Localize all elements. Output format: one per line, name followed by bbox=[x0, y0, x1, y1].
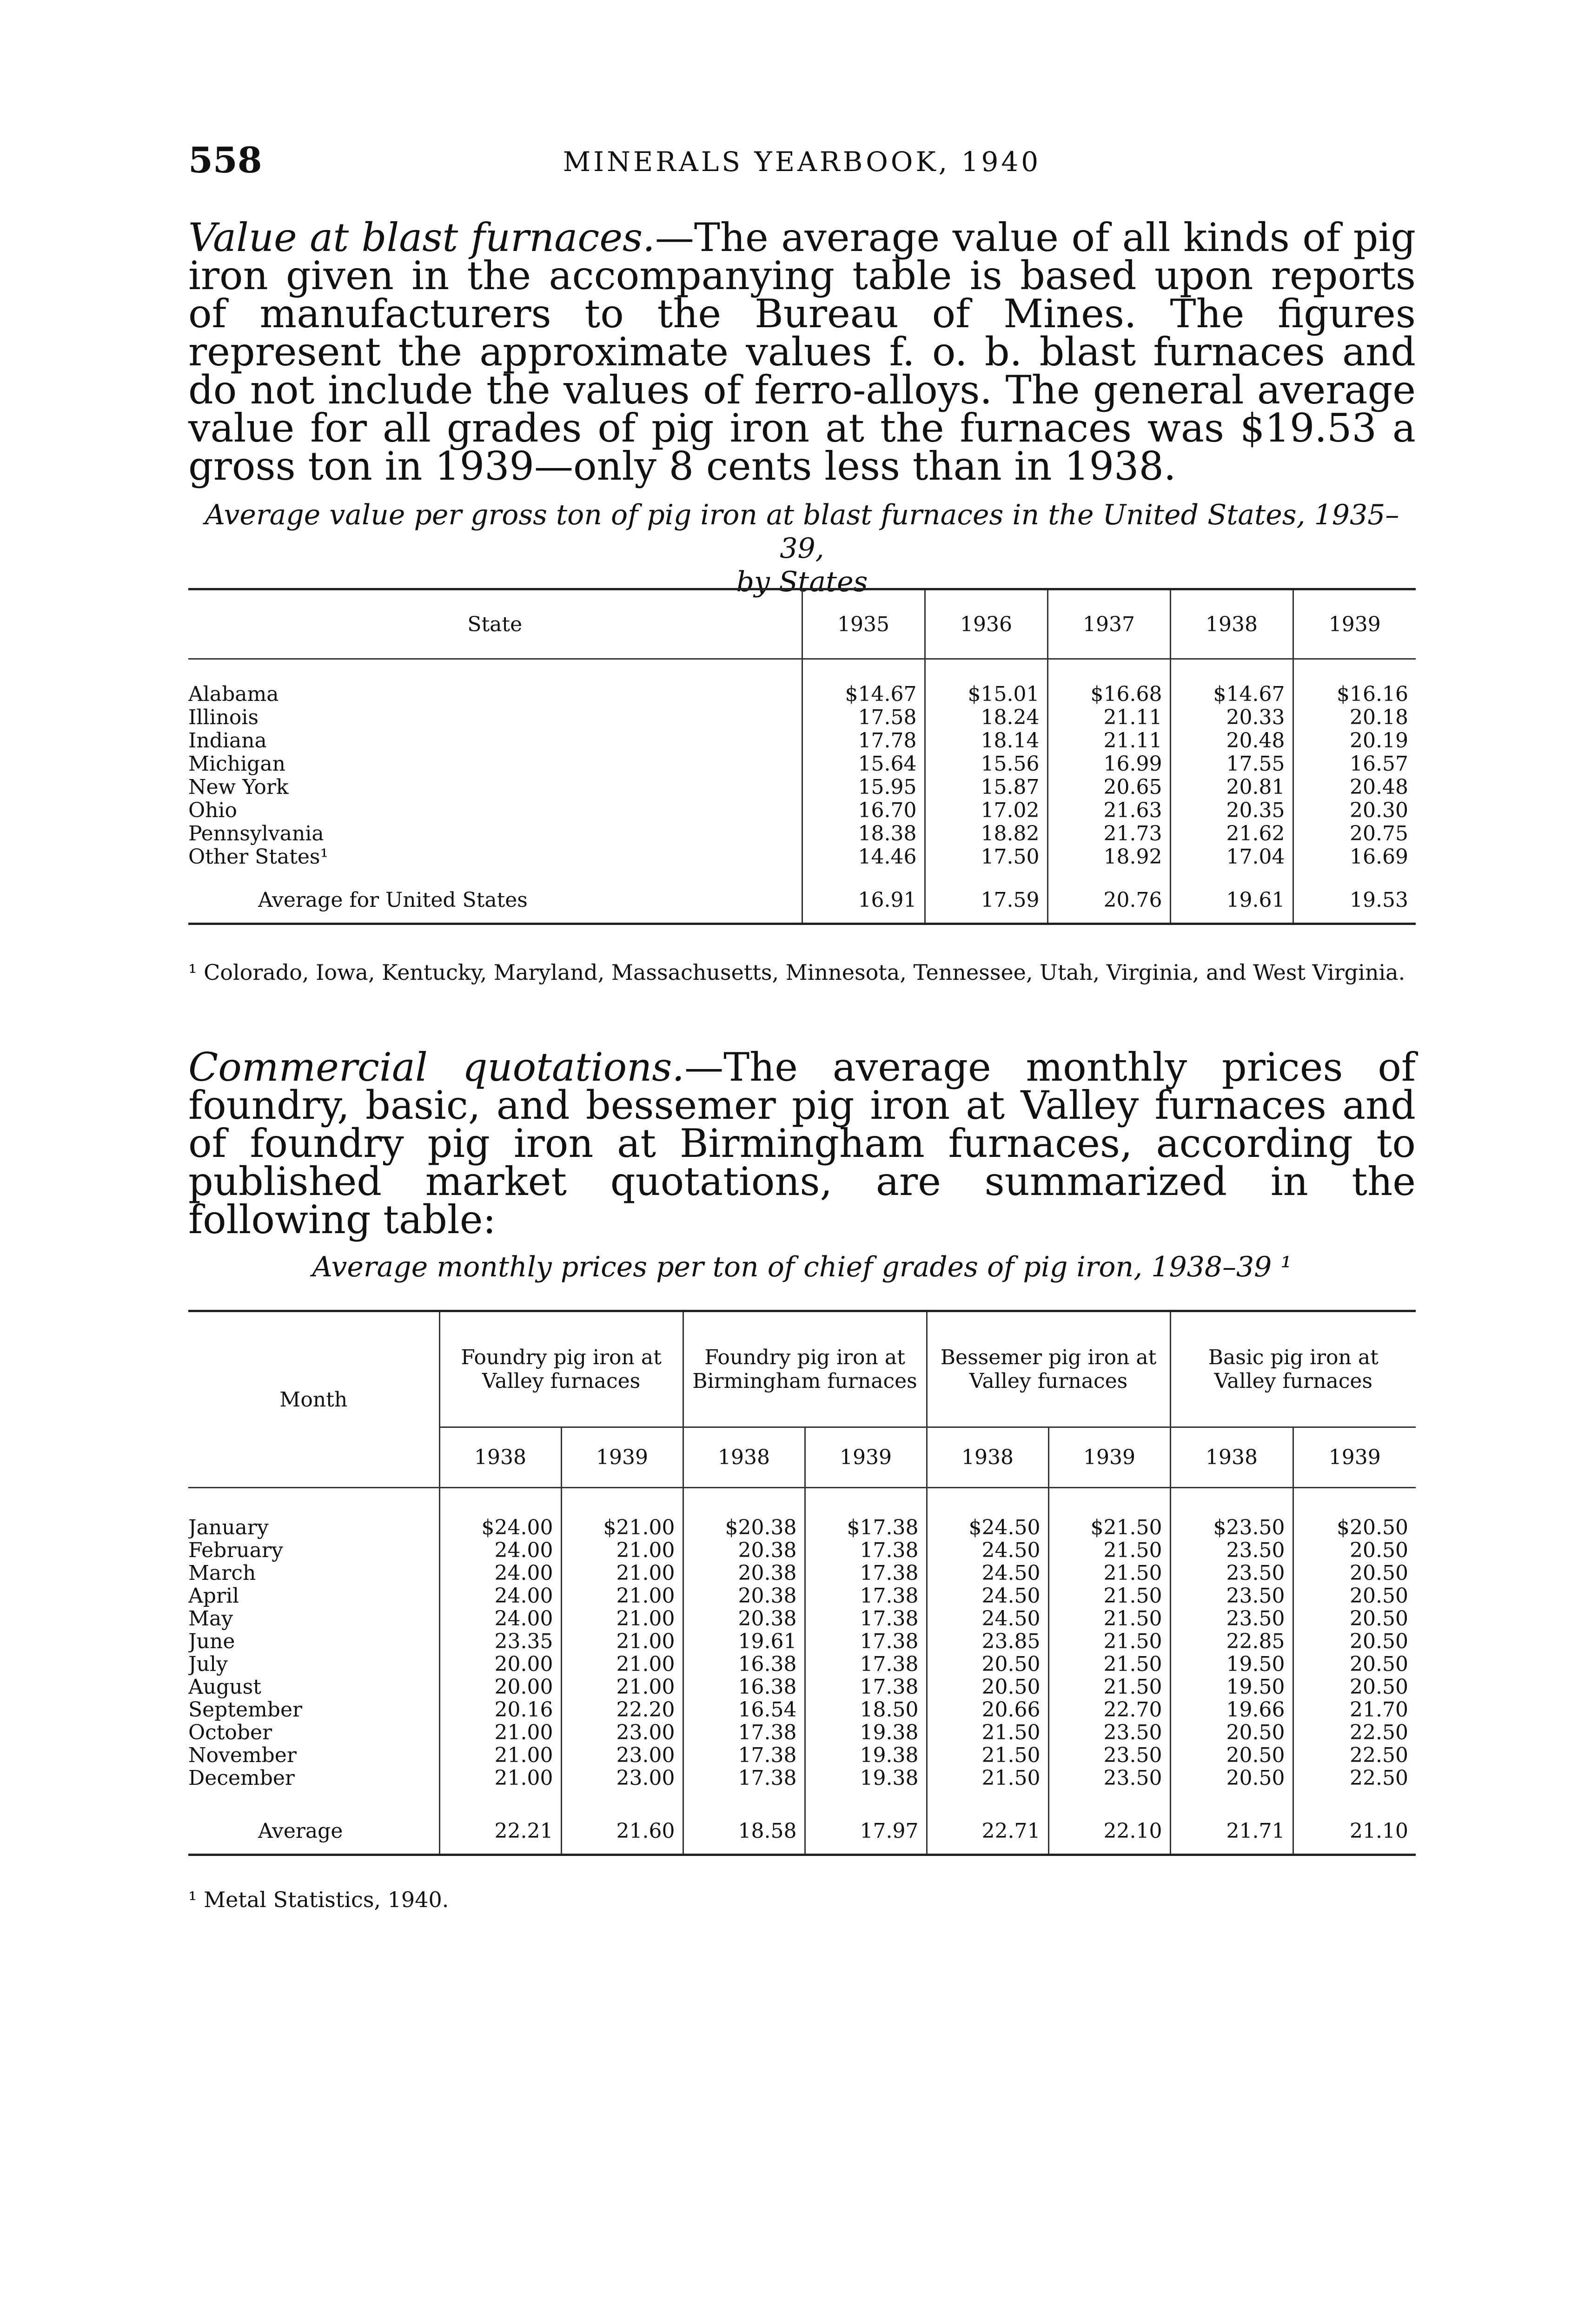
header-group: Foundry pig iron at Birmingham furnaces bbox=[683, 1311, 927, 1427]
table1-caption bbox=[188, 498, 1416, 599]
paragraph-lead: Commercial quotations. bbox=[188, 1044, 685, 1090]
header-year: 1939 bbox=[805, 1427, 927, 1488]
values-basic-1939: $20.50 20.50 20.50 20.50 20.50 20.50 20.50 20.50 21.70 22.50 22.50 22.50 bbox=[1293, 1488, 1416, 1809]
header-year: 1936 bbox=[925, 589, 1047, 659]
header-group: Bessemer pig iron at Valley furnaces bbox=[927, 1311, 1170, 1427]
values-valley-foundry-1938: $24.00 24.00 24.00 24.00 24.00 23.35 20.00 20.00 20.16 21.00 21.00 21.00 bbox=[439, 1488, 561, 1809]
header-year: 1938 bbox=[927, 1427, 1048, 1488]
header-year: 1938 bbox=[439, 1427, 561, 1488]
header-state: State bbox=[467, 612, 523, 636]
paragraph-body: —The average value of all kinds of pig iron given in the accompanying table is based upon reports of manufacturers to the Bureau of Mines. The figures represent the approximate values f. o. b. blast furnaces and do not include the values of ferro-alloys. The general average value for all grades of pig iron at the furnaces was $19.53 a gross ton in 1939—only 8 cents less than in 1938. bbox=[188, 215, 1416, 489]
values-1939: $16.16 20.18 20.19 16.57 20.48 20.30 20.75 16.69 bbox=[1293, 659, 1416, 878]
paragraph-commercial-quotations bbox=[188, 1044, 1416, 1242]
page-header bbox=[188, 139, 1416, 181]
header-group: Basic pig iron at Valley furnaces bbox=[1170, 1311, 1416, 1427]
table2-caption: Average monthly prices per ton of chief grades of pig iron, 1938–39 ¹ bbox=[312, 1251, 1292, 1283]
average-value: 21.60 bbox=[561, 1809, 683, 1855]
paragraph-lead: Value at blast furnaces. bbox=[188, 215, 655, 260]
header-year: 1939 bbox=[561, 1427, 683, 1488]
values-bessemer-1939: $21.50 21.50 21.50 21.50 21.50 21.50 21.50 21.50 22.70 23.50 23.50 23.50 bbox=[1048, 1488, 1170, 1809]
average-value: 21.71 bbox=[1170, 1809, 1293, 1855]
table-value-by-state bbox=[188, 588, 1416, 925]
average-1936: 17.59 bbox=[925, 878, 1047, 924]
table-monthly-prices bbox=[188, 1310, 1416, 1856]
values-1936: $15.01 18.24 18.14 15.56 15.87 17.02 18.82 17.50 bbox=[925, 659, 1047, 878]
average-value: 17.97 bbox=[805, 1809, 927, 1855]
values-basic-1938: $23.50 23.50 23.50 23.50 23.50 22.85 19.50 19.50 19.66 20.50 20.50 20.50 bbox=[1170, 1488, 1293, 1809]
average-label: Average for United States bbox=[258, 888, 528, 912]
values-valley-foundry-1939: $21.00 21.00 21.00 21.00 21.00 21.00 21.00 21.00 22.20 23.00 23.00 23.00 bbox=[561, 1488, 683, 1809]
header-group: Foundry pig iron at Valley furnaces bbox=[439, 1311, 683, 1427]
header-year: 1938 bbox=[1170, 589, 1293, 659]
table1-caption-line1: Average value per gross ton of pig iron at blast furnaces in the United States, 1935–39, bbox=[205, 499, 1399, 565]
average-1939: 19.53 bbox=[1293, 878, 1416, 924]
header-year: 1939 bbox=[1293, 589, 1416, 659]
running-title: MINERALS YEARBOOK, 1940 bbox=[563, 146, 1041, 178]
values-1935: $14.67 17.58 17.78 15.64 15.95 16.70 18.38 14.46 bbox=[802, 659, 925, 878]
paragraph-blast-furnaces bbox=[188, 215, 1416, 489]
header-month: Month bbox=[188, 1311, 439, 1488]
table2-footnote: ¹ Metal Statistics, 1940. bbox=[188, 1887, 449, 1912]
values-1937: $16.68 21.11 21.11 16.99 20.65 21.63 21.73 18.92 bbox=[1047, 659, 1170, 878]
average-1935: 16.91 bbox=[802, 878, 925, 924]
average-value: 22.10 bbox=[1048, 1809, 1170, 1855]
header-year: 1938 bbox=[683, 1427, 805, 1488]
average-1938: 19.61 bbox=[1170, 878, 1293, 924]
header-year: 1939 bbox=[1293, 1427, 1416, 1488]
values-1938: $14.67 20.33 20.48 17.55 20.81 20.35 21.62 17.04 bbox=[1170, 659, 1293, 878]
values-birmingham-foundry-1939: $17.38 17.38 17.38 17.38 17.38 17.38 17.38 17.38 18.50 19.38 19.38 19.38 bbox=[805, 1488, 927, 1809]
page-number: 558 bbox=[188, 139, 262, 181]
table1-caption-line2: by States bbox=[736, 566, 868, 598]
header-year: 1939 bbox=[1048, 1427, 1170, 1488]
table1-footnote: ¹ Colorado, Iowa, Kentucky, Maryland, Massachusetts, Minnesota, Tennessee, Utah, Virginia, and West Virginia. bbox=[188, 960, 1405, 985]
month-names: January February March April May June July August September October November December bbox=[188, 1516, 303, 1790]
values-birmingham-foundry-1938: $20.38 20.38 20.38 20.38 20.38 19.61 16.38 16.38 16.54 17.38 17.38 17.38 bbox=[683, 1488, 805, 1809]
average-label: Average bbox=[258, 1819, 343, 1843]
average-value: 21.10 bbox=[1293, 1809, 1416, 1855]
state-names: Alabama Illinois Indiana Michigan New York Ohio Pennsylvania Other States¹ bbox=[188, 682, 329, 869]
average-value: 22.71 bbox=[927, 1809, 1048, 1855]
values-bessemer-1938: $24.50 24.50 24.50 24.50 24.50 23.85 20.50 20.50 20.66 21.50 21.50 21.50 bbox=[927, 1488, 1048, 1809]
paragraph-body: —The average monthly prices of foundry, basic, and bessemer pig iron at Valley furnaces and of foundry pig iron at Birmingham furnaces, according to published market quotations, are summarized in the following table: bbox=[188, 1044, 1416, 1242]
header-year: 1938 bbox=[1170, 1427, 1293, 1488]
header-year: 1935 bbox=[802, 589, 925, 659]
average-1937: 20.76 bbox=[1047, 878, 1170, 924]
average-value: 22.21 bbox=[439, 1809, 561, 1855]
header-year: 1937 bbox=[1047, 589, 1170, 659]
average-value: 18.58 bbox=[683, 1809, 805, 1855]
